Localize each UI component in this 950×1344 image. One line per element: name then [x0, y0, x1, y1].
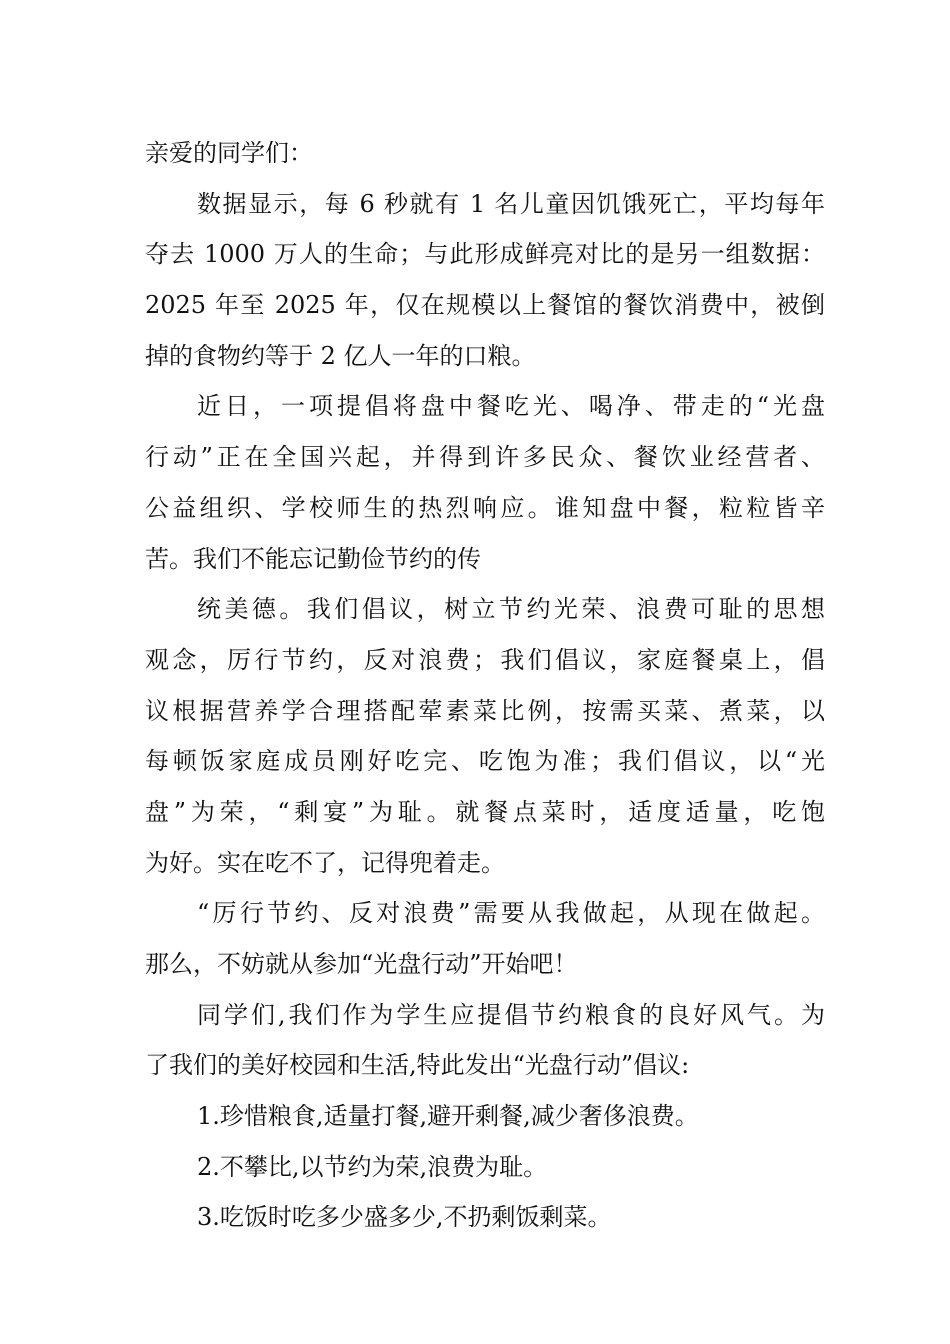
text-line: “厉行节约、反对浪费”需要从我做起，从现在做起。 [197, 899, 825, 928]
document-body [145, 128, 825, 1243]
text-line: 3.吃饭时吃多少盛多少,不扔剩饭剩菜。 [197, 1203, 612, 1232]
text-line: 苦。我们不能忘记勤俭节约的传 [145, 544, 481, 573]
text-line: 夺去 1000 万人的生命；与此形成鲜亮对比的是另一组数据： [145, 240, 825, 269]
text-line: 行动”正在全国兴起，并得到许多民众、餐饮业经营者、 [145, 443, 825, 472]
text-line: 每顿饭家庭成员刚好吃完、吃饱为准；我们倡议，以“光 [145, 747, 825, 776]
text-line: 同学们,我们作为学生应提倡节约粮食的良好风气。为 [197, 1000, 825, 1029]
text-line: 统美德。我们倡议，树立节约光荣、浪费可耻的思想 [197, 595, 825, 624]
text-line: 1.珍惜粮食,适量打餐,避开剩餐,减少奢侈浪费。 [197, 1102, 699, 1131]
text-line: 那么，不妨就从参加“光盘行动”开始吧！ [145, 950, 578, 978]
text-line: 公益组织、学校师生的热烈响应。谁知盘中餐，粒粒皆辛 [145, 493, 825, 522]
text-line: 2.不攀比,以节约为荣,浪费为耻。 [197, 1152, 548, 1181]
text-line: 为好。实在吃不了，记得兜着走。 [145, 848, 505, 877]
text-line: 议根据营养学合理搭配荤素菜比例，按需买菜、煮菜，以 [145, 696, 825, 725]
text-line: 数据显示，每 6 秒就有 1 名儿童因饥饿死亡，平均每年 [197, 189, 825, 218]
text-line: 盘”为荣，“剩宴”为耻。就餐点菜时，适度适量，吃饱 [145, 797, 825, 826]
text-line: 观念，厉行节约，反对浪费；我们倡议，家庭餐桌上，倡 [145, 645, 825, 674]
text-line: 掉的食物约等于 2 亿人一年的口粮。 [145, 341, 536, 370]
text-line: 亲爱的同学们： [145, 139, 313, 167]
text-line: 2025 年至 2025 年，仅在规模以上餐馆的餐饮消费中，被倒 [145, 291, 825, 320]
text-line: 了我们的美好校园和生活,特此发出“光盘行动”倡议: [145, 1051, 690, 1080]
text-line: 近日，一项提倡将盘中餐吃光、喝净、带走的“光盘 [197, 392, 825, 421]
